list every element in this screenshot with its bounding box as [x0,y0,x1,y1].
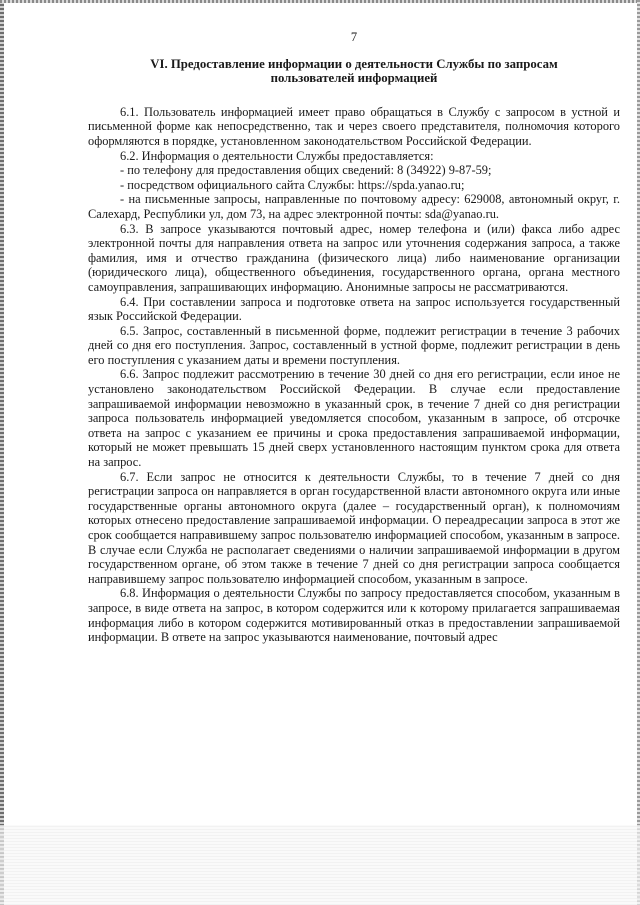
scan-edge-left [0,0,4,905]
paragraph-6-3: 6.3. В запросе указываются почтовый адрес, номер телефона и (или) факса либо адрес электронной почты для направления ответа на запрос или уточнения содержания запроса, а также фамилия, имя и отчество гражданина (физического лица) либо наименование организации (юридического лица), общественного объединения, государственного органа, органа местного самоуправления, запрашивающих информацию. Анонимные запросы не рассматриваются. [88,221,620,294]
section-heading [88,57,620,86]
contact-site-line: - посредством официального сайта Службы: https://spda.yanao.ru; [120,177,465,192]
scan-edge-bottom [0,825,640,905]
paragraph-6-5: 6.5. Запрос, составленный в письменной форме, подлежит регистрации в течение 3 рабочих дней со дня его поступления. Запрос, составленный в устной форме, подлежит регистрации в день его поступления с указанием даты и времени поступления. [88,323,620,367]
scan-edge-top [0,0,640,3]
paragraph-6-8: 6.8. Информация о деятельности Службы по запросу предоставляется способом, указанным в запросе, в виде ответа на запрос, в котором содержится или к которому прилагается запрашиваемая информация либо в котором содержится мотивированный отказ в предоставлении запрашиваемой информации. В ответе на запрос указываются наименование, почтовый адрес [88,586,620,645]
document-page [88,30,620,645]
paragraph-6-6: 6.6. Запрос подлежит рассмотрению в течение 30 дней со дня его регистрации, если иное не установлено законодательством Российской Федерации. В случае если предоставление запрашиваемой информации невозможно в указанный срок, в течение 7 дней со дня регистрации запроса пользователь информацией уведомляется способом, указанным в запросе, об отсрочке ответа на запрос с указанием ее причины и срока предоставления запрашиваемой информации, который не может превышать 15 дней сверх установленного настоящим пунктом срока для ответа на запрос. [88,367,620,470]
page-number: 7 [350,30,358,44]
paragraph-6-1: 6.1. Пользователь информацией имеет право обращаться в Службу с запросом в устной и письменной форме как непосредственно, так и через своего представителя, полномочия которого оформляются в порядке, установленном законодательством Российской Федерации. [88,104,620,148]
paragraph-6-7: 6.7. Если запрос не относится к деятельности Службы, то в течение 7 дней со дня регистрации запроса он направляется в орган государственной власти автономного округа или иные государственные органы автономного округа (далее – государственный орган), к полномочиям которых отнесено предоставление запрашиваемой информации. О переадресации запроса в этот же срок сообщается направившему запрос пользователю информацией способом, указанным в запросе. В случае если Служба не располагает сведениями о наличии запрашиваемой информации в другом государственном органе, об этом также в течение 7 дней со дня регистрации запроса сообщается направившему запрос пользователю информацией способом, указанным в запросе. [88,469,620,586]
paragraph-6-4: 6.4. При составлении запроса и подготовке ответа на запрос используется государственный язык Российской Федерации. [88,294,620,324]
paragraph-6-2: 6.2. Информация о деятельности Службы предоставляется: [120,148,434,163]
section-heading-line-2: пользователей информацией [270,71,438,86]
contact-mail-line: - на письменные запросы, направленные по почтовому адресу: 629008, автономный округ, г. Салехард, Республики ул, дом 73, на адрес электронной почты: sda@yanao.ru. [88,192,620,221]
section-heading-line-1: VI. Предоставление информации о деятельности Службы по запросам [150,56,558,71]
contact-phone-line: - по телефону для предоставления общих сведений: 8 (34922) 9-87-59; [120,163,492,178]
